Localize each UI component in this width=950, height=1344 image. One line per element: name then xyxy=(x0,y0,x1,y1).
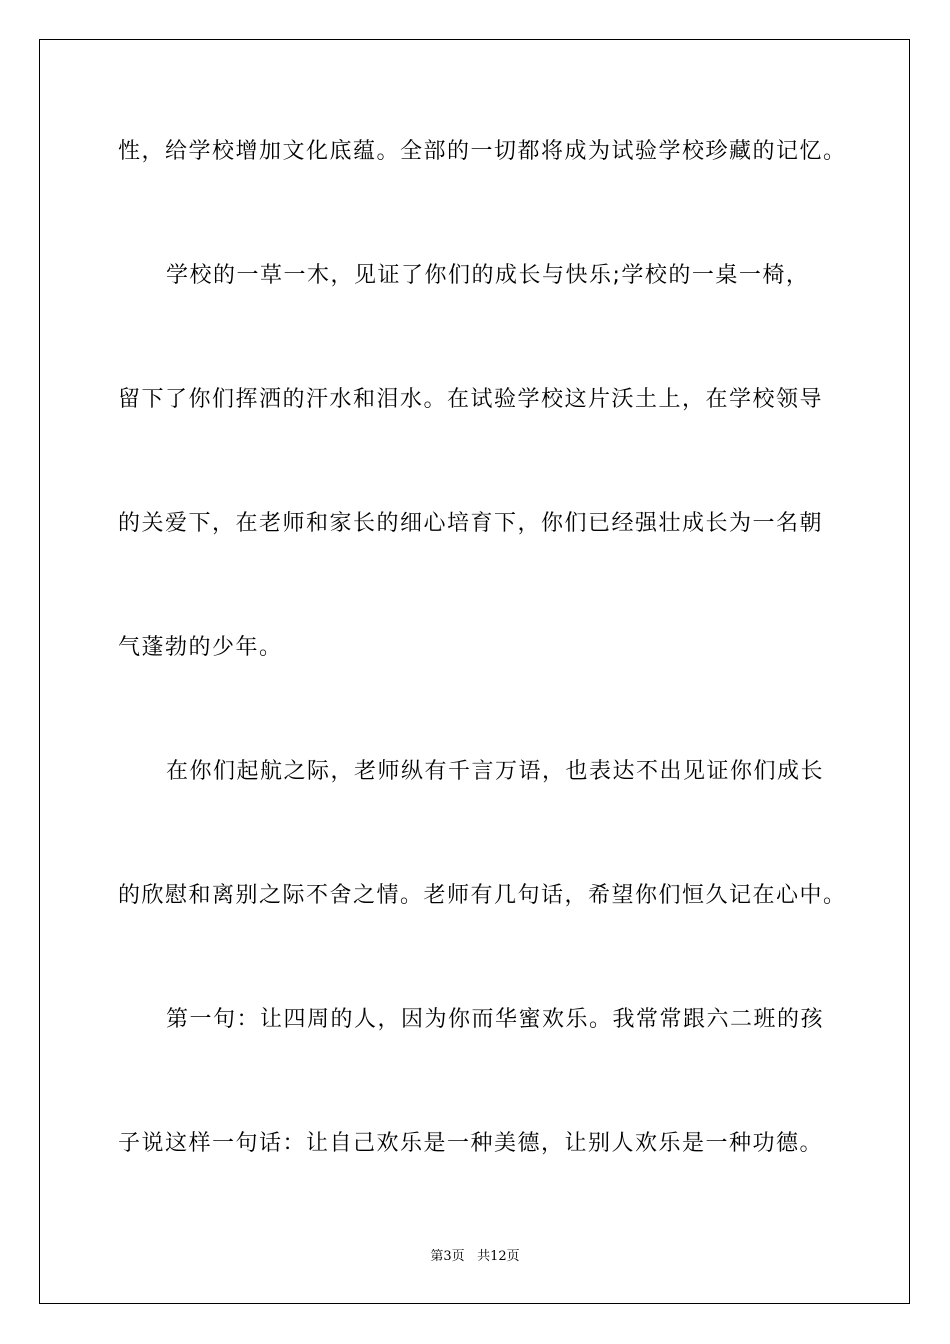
text-line: 第一句：让四周的人，因为你而华蜜欢乐。我常常跟六二班的孩 xyxy=(166,1007,825,1032)
total-pages: 共12页 xyxy=(477,1249,520,1264)
page-number: 第3页 xyxy=(430,1249,465,1264)
text-line: 留下了你们挥洒的汗水和泪水。在试验学校这片沃土上，在学校领导 xyxy=(118,387,824,412)
text-line: 气蓬勃的少年。 xyxy=(118,635,283,660)
text-line: 的欣慰和离别之际不舍之情。老师有几句话，希望你们恒久记在心中。 xyxy=(118,883,847,908)
text-line: 在你们起航之际，老师纵有千言万语，也表达不出见证你们成长 xyxy=(166,759,825,784)
text-line: 学校的一草一木，见证了你们的成长与快乐;学校的一桌一椅， xyxy=(166,263,810,288)
page-border xyxy=(39,39,910,1304)
text-line: 子说这样一句话：让自己欢乐是一种美德，让别人欢乐是一种功德。 xyxy=(118,1131,824,1156)
text-line: 的关爱下，在老师和家长的细心培育下，你们已经强壮成长为一名朝 xyxy=(118,511,824,536)
page-footer xyxy=(0,1248,950,1266)
text-line: 性，给学校增加文化底蕴。全部的一切都将成为试验学校珍藏的记忆。 xyxy=(118,139,847,164)
